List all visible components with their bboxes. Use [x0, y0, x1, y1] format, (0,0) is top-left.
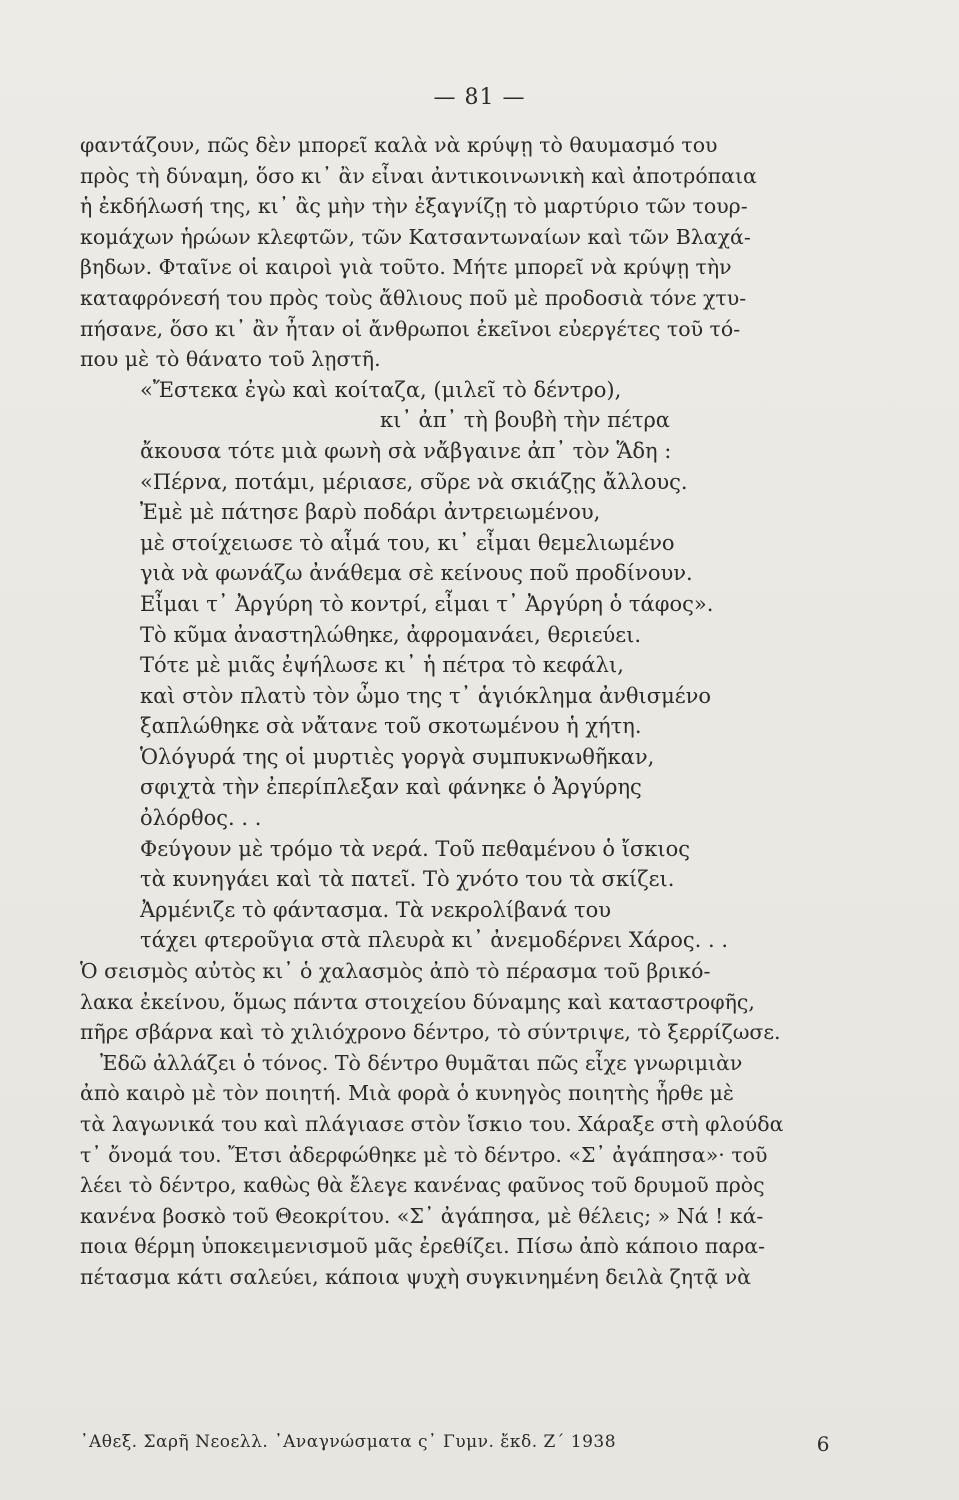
- signature-mark: 6: [816, 1432, 830, 1456]
- verse-line: γιὰ νὰ φωνάζω ἀνάθεμα σὲ κείνους ποῦ προδίνουν.: [140, 561, 693, 586]
- text-line: καταφρόνεσή του πρὸς τοὺς ἄθλιους ποῦ μὲ προδοσιὰ τόνε χτυ-: [80, 285, 747, 310]
- poem-block: [80, 375, 850, 956]
- text-line: κομάχων ἡρώων κλεφτῶν, τῶν Κατσαντωναίων καὶ τῶν Βλαχά-: [80, 224, 751, 249]
- verse-line: Τότε μὲ μιᾶς ἐψήλωσε κι᾽ ἡ πέτρα τὸ κεφάλι,: [140, 653, 624, 678]
- verse-line: ἄκουσα τότε μιὰ φωνὴ σὰ νἄβγαινε ἀπ᾽ τὸν Ἅδη :: [140, 438, 672, 463]
- prose-block-1: [80, 130, 850, 375]
- prose-block-2: [80, 956, 850, 1293]
- text-line: πῆρε σβάρνα καὶ τὸ χιλιόχρονο δέντρο, τὸ σύντριψε, τὸ ξερρίζωσε.: [80, 1020, 781, 1045]
- verse-line: ὀλόρθος. . .: [140, 806, 262, 831]
- text-line: ποια θέρμη ὑποκειμενισμοῦ μᾶς ἐρεθίζει. Πίσω ἀπὸ κάποιο παρα-: [80, 1234, 766, 1259]
- verse-line: Ὁλόγυρά της οἱ μυρτιὲς γοργὰ συμπυκνωθῆκαν,: [140, 744, 655, 769]
- verse-line: κι᾽ ἀπ᾽ τὴ βουβὴ τὴν πέτρα: [380, 408, 670, 433]
- text-line: ἀπὸ καιρὸ μὲ τὸν ποιητή. Μιὰ φορὰ ὁ κυνηγὸς ποιητὴς ἦρθε μὲ: [80, 1081, 734, 1106]
- page-footer: [80, 1432, 850, 1456]
- text-line: πήσανε, ὅσο κι᾽ ἂν ἦταν οἱ ἄνθρωποι ἐκεῖνοι εὐεργέτες τοῦ τό-: [80, 316, 741, 341]
- text-line: που μὲ τὸ θάνατο τοῦ λῃστῆ.: [80, 347, 381, 372]
- text-line: Ὁ σεισμὸς αὐτὸς κι᾽ ὁ χαλασμὸς ἀπὸ τὸ πέρασμα τοῦ βρικό-: [80, 959, 711, 984]
- verse-line: «Πέρνα, ποτάμι, μέριασε, σῦρε νὰ σκιάζῃς ἄλλους.: [140, 469, 688, 494]
- text-line: πρὸς τὴ δύναμη, ὅσο κι᾽ ἂν εἶναι ἀντικοινωνικὴ καὶ ἀποτρόπαια: [80, 163, 757, 188]
- text-line: λακα ἐκείνου, ὅμως πάντα στοιχείου δύναμης καὶ καταστροφῆς,: [80, 989, 755, 1014]
- body-text: [80, 130, 850, 1293]
- text-line: βηδων. Φταῖνε οἱ καιροὶ γιὰ τοῦτο. Μήτε μπορεῖ νὰ κρύψῃ τὴν: [80, 255, 732, 280]
- verse-line: τὰ κυνηγάει καὶ τὰ πατεῖ. Τὸ χνότο του τὰ σκίζει.: [140, 867, 675, 892]
- text-line: κανένα βοσκὸ τοῦ Θεοκρίτου. «Σ᾽ ἀγάπησα, μὲ θέλεις; » Νά ! κά-: [80, 1203, 764, 1228]
- text-line: φαντάζουν, πῶς δὲν μπορεῖ καλὰ νὰ κρύψῃ τὸ θαυμασμό του: [80, 133, 718, 157]
- text-line: Ἐδῶ ἀλλάζει ὁ τόνος. Τὸ δέντρο θυμᾶται πῶς εἶχε γνωριμιὰν: [100, 1050, 743, 1075]
- verse-line: καὶ στὸν πλατὺ τὸν ὦμο της τ᾽ ἁγιόκλημα ἀνθισμένο: [140, 683, 712, 708]
- verse-line: Τὸ κῦμα ἀναστηλώθηκε, ἀφρομανάει, θεριεύει.: [140, 622, 642, 647]
- verse-line: Ἀρμένιζε τὸ φάντασμα. Τὰ νεκρολίβανά του: [140, 897, 612, 922]
- verse-line: ξαπλώθηκε σὰ νἄτανε τοῦ σκοτωμένου ἡ χήτη.: [140, 714, 642, 739]
- verse-line: σφιχτὰ τὴν ἐπερίπλεξαν καὶ φάνηκε ὁ Ἀργύρης: [140, 775, 642, 800]
- verse-line: Φεύγουν μὲ τρόμο τὰ νερά. Τοῦ πεθαμένου ὁ ἴσκιος: [140, 836, 691, 861]
- page-number: — 81 —: [433, 85, 526, 110]
- text-line: τ᾽ ὄνομά του. Ἔτσι ἀδερφώθηκε μὲ τὸ δέντρο. «Σ᾽ ἀγάπησα»· τοῦ: [80, 1142, 768, 1167]
- verse-line: τάχει φτεροῦγια στὰ πλευρὰ κι᾽ ἀνεμοδέρνει Χάρος. . .: [140, 928, 729, 953]
- text-line: λέει τὸ δέντρο, καθὼς θὰ ἔλεγε κανένας φαῦνος τοῦ δρυμοῦ πρὸς: [80, 1173, 765, 1198]
- verse-line: Ἐμὲ μὲ πάτησε βαρὺ ποδάρι ἀντρειωμένου,: [140, 500, 601, 525]
- verse-line: «Ἔστεκα ἐγὼ καὶ κοίταζα, (μιλεῖ τὸ δέντρο),: [140, 377, 622, 402]
- text-line: ἡ ἐκδήλωσή της, κι᾽ ἂς μὴν τὴν ἐξαγνίζῃ τὸ μαρτύριο τῶν τουρ-: [80, 194, 748, 219]
- verse-line: μὲ στοίχειωσε τὸ αἷμά του, κι᾽ εἶμαι θεμελιωμένο: [140, 530, 675, 555]
- footer-imprint: ᾽Αθεξ. Σαρῆ Νεοελλ. ᾽Αναγνώσματα ς᾽ Γυμν. ἔκδ. Ζ΄ 1938: [80, 1432, 617, 1452]
- text-line: τὰ λαγωνικά του καὶ πλάγιασε στὸν ἴσκιο του. Χάραξε στὴ φλούδα: [80, 1112, 784, 1136]
- text-line: πέτασμα κάτι σαλεύει, κάποια ψυχὴ συγκινημένη δειλὰ ζητᾷ νὰ: [80, 1264, 751, 1289]
- verse-line: Εἶμαι τ᾽ Ἀργύρη τὸ κοντρί, εἶμαι τ᾽ Ἀργύρη ὁ τάφος».: [140, 591, 714, 616]
